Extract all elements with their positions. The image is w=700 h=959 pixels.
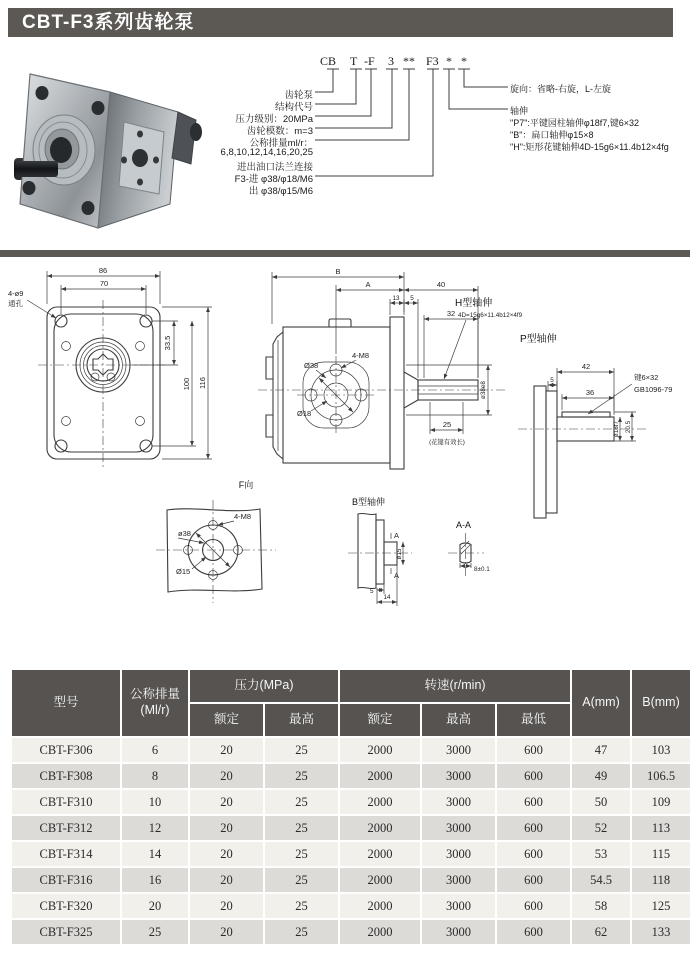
label-f-4m8: 4-M8 bbox=[234, 512, 252, 521]
cell-model: CBT-F310 bbox=[11, 789, 121, 815]
dim-b-dia15: ø15 bbox=[396, 548, 403, 560]
engineering-drawings bbox=[0, 258, 700, 668]
label-key-spec: 键6×32 bbox=[634, 373, 659, 382]
header-pressure: 压力(MPa) bbox=[189, 669, 339, 703]
section-mark-a-bottom: A bbox=[394, 571, 400, 580]
header-displacement-line1: 公称排量 bbox=[129, 687, 180, 702]
label-dia38: Ø38 bbox=[304, 361, 319, 370]
dim-25: 25 bbox=[442, 420, 452, 429]
code-label-shaft-h: "H":矩形花键轴伸4D-15g6×11.4b12×4fg bbox=[510, 142, 669, 152]
code-part: * bbox=[461, 54, 467, 68]
dim-13: 13 bbox=[392, 295, 400, 302]
cell-model: CBT-F306 bbox=[11, 737, 121, 763]
label-gb-standard: GB1096-79 bbox=[634, 385, 673, 394]
code-label-pressure: 压力级别：20MPa bbox=[235, 114, 313, 125]
code-label-shaft-p7: "P7":平键园柱轴伸φ18f7,键6×32 bbox=[510, 118, 640, 128]
table-row: CBT-F314 14 20 25 2000 3000 600 53 115 bbox=[11, 841, 691, 867]
dim-42: 42 bbox=[581, 362, 591, 371]
dim-33-5: 33.5 bbox=[163, 335, 172, 351]
dim-8: 8±0.1 bbox=[474, 566, 490, 573]
label-through-hole: 通孔 bbox=[8, 299, 23, 308]
header-displacement bbox=[121, 669, 189, 737]
f-view-drawing bbox=[156, 479, 276, 603]
code-label-outlet: 出 φ38/φ15/M6 bbox=[248, 186, 313, 197]
cell-model: CBT-F316 bbox=[11, 867, 121, 893]
code-label-structure: 结构代号 bbox=[274, 102, 313, 113]
code-label-shaft-b: "B"：扁口轴伸φ15×8 bbox=[510, 130, 594, 140]
dim-86: 86 bbox=[98, 266, 108, 275]
p-shaft-drawing bbox=[518, 332, 672, 518]
code-part: ** bbox=[403, 54, 415, 68]
header-speed: 转速(r/min) bbox=[339, 669, 571, 703]
label-spline-spec: 4D=15g6×11.4b12×4f9 bbox=[458, 312, 523, 319]
dim-B: B bbox=[335, 267, 341, 276]
side-view-drawing bbox=[258, 267, 523, 469]
dim-dia18f7: ø18f7 bbox=[613, 420, 620, 438]
dim-20-5: 20.5 bbox=[625, 420, 632, 434]
code-label-rotation: 旋向：省略-右旋，L-左旋 bbox=[510, 84, 612, 94]
dim-shaft-dia: ø38e8 bbox=[480, 381, 487, 399]
header-pressure-rated: 额定 bbox=[189, 703, 264, 737]
dim-36: 36 bbox=[585, 388, 595, 397]
dim-b14: 14 bbox=[383, 594, 391, 601]
code-part: -F bbox=[364, 54, 375, 68]
pump-illustration bbox=[14, 74, 202, 228]
page-title: CBT-F3系列齿轮泵 bbox=[8, 8, 673, 37]
table-row: CBT-F308 8 20 25 2000 3000 600 49 106.5 bbox=[11, 763, 691, 789]
dim-70: 70 bbox=[99, 279, 109, 288]
note-spline-length: (花键有效长) bbox=[429, 439, 465, 446]
table-row: CBT-F310 10 20 25 2000 3000 600 50 109 bbox=[11, 789, 691, 815]
label-f-dia38: ø38 bbox=[178, 529, 191, 538]
label-4-holes: 4-ø9 bbox=[8, 289, 24, 298]
front-view-drawing bbox=[8, 266, 212, 470]
table-row: CBT-F312 12 20 25 2000 3000 600 52 113 bbox=[11, 815, 691, 841]
code-part: T bbox=[350, 54, 358, 68]
code-part: 3 bbox=[388, 54, 394, 68]
header-speed-min: 最低 bbox=[496, 703, 571, 737]
cell-model: CBT-F320 bbox=[11, 893, 121, 919]
cell-model: CBT-F312 bbox=[11, 815, 121, 841]
code-label-gear-pump: 齿轮泵 bbox=[284, 90, 313, 101]
header-a-mm: A(mm) bbox=[571, 669, 631, 737]
table-row: CBT-F320 20 20 25 2000 3000 600 58 125 bbox=[11, 893, 691, 919]
section-mark-a-top: A bbox=[394, 531, 400, 540]
code-label-inlet: F3-进 φ38/φ18/M6 bbox=[234, 174, 313, 185]
label-4m8: 4-M8 bbox=[352, 351, 370, 360]
label-f-dia15: Ø15 bbox=[176, 567, 191, 576]
code-part: * bbox=[446, 54, 452, 68]
dim-116: 116 bbox=[198, 377, 207, 389]
spec-table bbox=[10, 668, 692, 946]
dim-40: 40 bbox=[436, 280, 446, 289]
section-divider bbox=[0, 250, 690, 257]
model-code-diagram bbox=[215, 52, 700, 247]
table-row: CBT-F316 16 20 25 2000 3000 600 54.5 118 bbox=[11, 867, 691, 893]
code-part: F3 bbox=[426, 54, 439, 68]
dim-5: 5 bbox=[410, 295, 414, 302]
label-dia18: Ø18 bbox=[297, 409, 312, 418]
label-p-shaft: P型轴伸 bbox=[520, 334, 557, 345]
dim-32: 32 bbox=[446, 309, 456, 318]
header-displacement-line2: (Ml/r) bbox=[140, 703, 170, 717]
header-pressure-max: 最高 bbox=[264, 703, 339, 737]
aa-section-drawing bbox=[448, 520, 490, 576]
code-label-displacement: 公称排量ml/r： bbox=[249, 138, 313, 149]
code-label-disp-values: 6,8,10,12,14,16,20,25 bbox=[220, 147, 313, 158]
code-label-shaft: 轴伸 bbox=[510, 106, 529, 116]
header-speed-rated: 额定 bbox=[339, 703, 421, 737]
code-label-flange: 进出油口法兰连接 bbox=[236, 162, 313, 173]
dim-100: 100 bbox=[182, 377, 191, 391]
table-row: CBT-F306 6 20 25 2000 3000 600 47 103 bbox=[11, 737, 691, 763]
header-b-mm: B(mm) bbox=[631, 669, 691, 737]
label-h-shaft: H型轴伸 bbox=[455, 298, 493, 309]
label-aa-section: A-A bbox=[456, 520, 472, 530]
header-model: 型号 bbox=[11, 669, 121, 737]
cell-model: CBT-F308 bbox=[11, 763, 121, 789]
table-row: CBT-F325 25 20 25 2000 3000 600 62 133 bbox=[11, 919, 691, 945]
dim-A: A bbox=[365, 280, 371, 289]
code-part: CB bbox=[320, 54, 337, 68]
cell-model: CBT-F314 bbox=[11, 841, 121, 867]
b-shaft-drawing bbox=[348, 496, 412, 606]
header-speed-max: 最高 bbox=[421, 703, 496, 737]
label-f-view: F向 bbox=[238, 480, 254, 490]
dim-p5: 5 bbox=[550, 377, 554, 384]
dim-b5: 5 bbox=[370, 588, 374, 595]
code-label-module: 齿轮模数：m=3 bbox=[246, 126, 313, 137]
cell-model: CBT-F325 bbox=[11, 919, 121, 945]
label-b-shaft: B型轴伸 bbox=[352, 497, 386, 507]
product-photo bbox=[12, 62, 212, 234]
